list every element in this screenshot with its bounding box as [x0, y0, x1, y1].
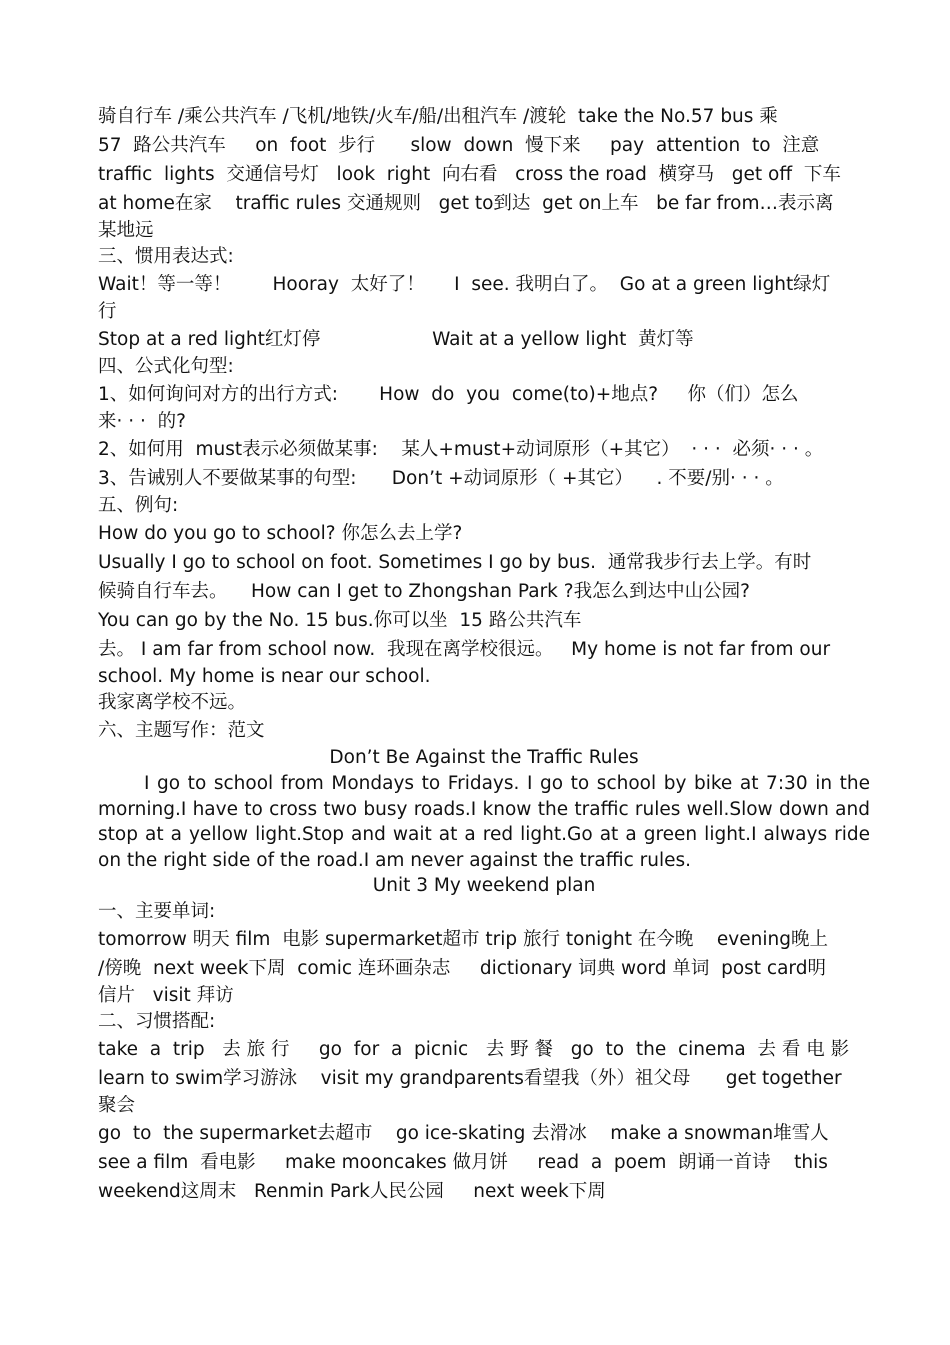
u3-section1-lines [98, 925, 870, 1009]
text-line: 2、如何用 must表示必须做某事: 某人+must+动词原形（+其它） · · · 必须· · · 。 [98, 439, 824, 460]
text-line: 行 [98, 301, 117, 322]
text-line: see a film 看电影 make mooncakes 做月饼 read a poem 朗诵一首诗 this [98, 1152, 828, 1173]
text-line: How do you go to school? 你怎么去上学? [98, 523, 463, 544]
section2-tail [98, 102, 870, 244]
text-line: /傍晚 next week下周 comic 连环画杂志 dictionary 词典 word 单词 post card明 [98, 958, 826, 979]
text-line: 来· · · 的? [98, 411, 186, 432]
section3-lines [98, 270, 870, 354]
document-page [98, 102, 870, 1206]
text-line: 骑自行车 /乘公共汽车 /飞机/地铁/火车/船/出租汽车 /渡轮 take the No.57 bus 乘 [98, 106, 778, 127]
u3-section2-heading: 二、习惯搭配: [98, 1011, 216, 1032]
text-line: 我家离学校不远。 [98, 692, 247, 713]
text-line: Wait！等一等！ Hooray 太好了！ I see. 我明白了。 Go at a green light绿灯 [98, 274, 831, 295]
text-line: weekend这周末 Renmin Park人民公园 next week下周 [98, 1181, 606, 1202]
section5-heading: 五、例句: [98, 495, 179, 516]
essay-title: Don’t Be Against the Traffic Rules [329, 747, 639, 768]
u3-section1-heading: 一、主要单词: [98, 901, 216, 922]
section3-heading: 三、惯用表达式: [98, 246, 234, 267]
text-line: 去。 I am far from school now. 我现在离学校很远。 My home is not far from our [98, 639, 831, 660]
text-line: tomorrow 明天 film 电影 supermarket超市 trip 旅行 tonight 在今晚 evening晚上 [98, 929, 828, 950]
section6-heading: 六、主题写作：范文 [98, 720, 265, 741]
text-line: school. My home is near our school. [98, 666, 431, 687]
text-line: 候骑自行车去。 How can I get to Zhongshan Park ?我怎么到达中山公园? [98, 581, 750, 602]
text-line: 57 路公共汽车 on foot 步行 slow down 慢下来 pay attention to 注意 [98, 135, 820, 156]
text-line: 聚会 [98, 1095, 136, 1116]
text-line: 3、告诫别人不要做某事的句型: Don’t +动词原形（ +其它） . 不要/别· · · 。 [98, 468, 784, 489]
essay-body: I go to school from Mondays to Fridays. I go to school by bike at 7:30 in the morning.I have to cross two busy roads.I know the traffic rules well.Slow down and stop at a yellow light.Stop and wait at a red light.Go at a green light.I always ride on the right side of the road.I am never against the traffic rules. [98, 773, 870, 871]
section4-lines [98, 380, 870, 493]
text-line: learn to swim学习游泳 visit my grandparents看望我（外）祖父母 get together [98, 1068, 842, 1089]
u3-section2-lines [98, 1035, 870, 1206]
section4-heading: 四、公式化句型: [98, 356, 234, 377]
text-line: at home在家 traffic rules 交通规则 get to到达 get on上车 be far from…表示离 [98, 193, 834, 214]
text-line: traffic lights 交通信号灯 look right 向右看 cross the road 横穿马 get off 下车 [98, 164, 841, 185]
text-line: 某地远 [98, 220, 154, 241]
unit-title: Unit 3 My weekend plan [372, 875, 596, 896]
text-line: Stop at a red light红灯停 Wait at a yellow light 黄灯等 [98, 329, 694, 350]
text-line: go to the supermarket去超市 go ice-skating 去滑冰 make a snowman堆雪人 [98, 1123, 829, 1144]
text-line: 1、如何询问对方的出行方式: How do you come(to)+地点? 你（们）怎么 [98, 384, 799, 405]
text-line: You can go by the No. 15 bus.你可以坐 15 路公共汽车 [98, 610, 582, 631]
text-line: Usually I go to school on foot. Sometimes I go by bus. 通常我步行去上学。有时 [98, 552, 812, 573]
text-line: take a trip 去 旅 行 go for a picnic 去 野 餐 go to the cinema 去 看 电 影 [98, 1039, 850, 1060]
text-line: 信片 visit 拜访 [98, 985, 234, 1006]
section5-lines [98, 519, 870, 716]
